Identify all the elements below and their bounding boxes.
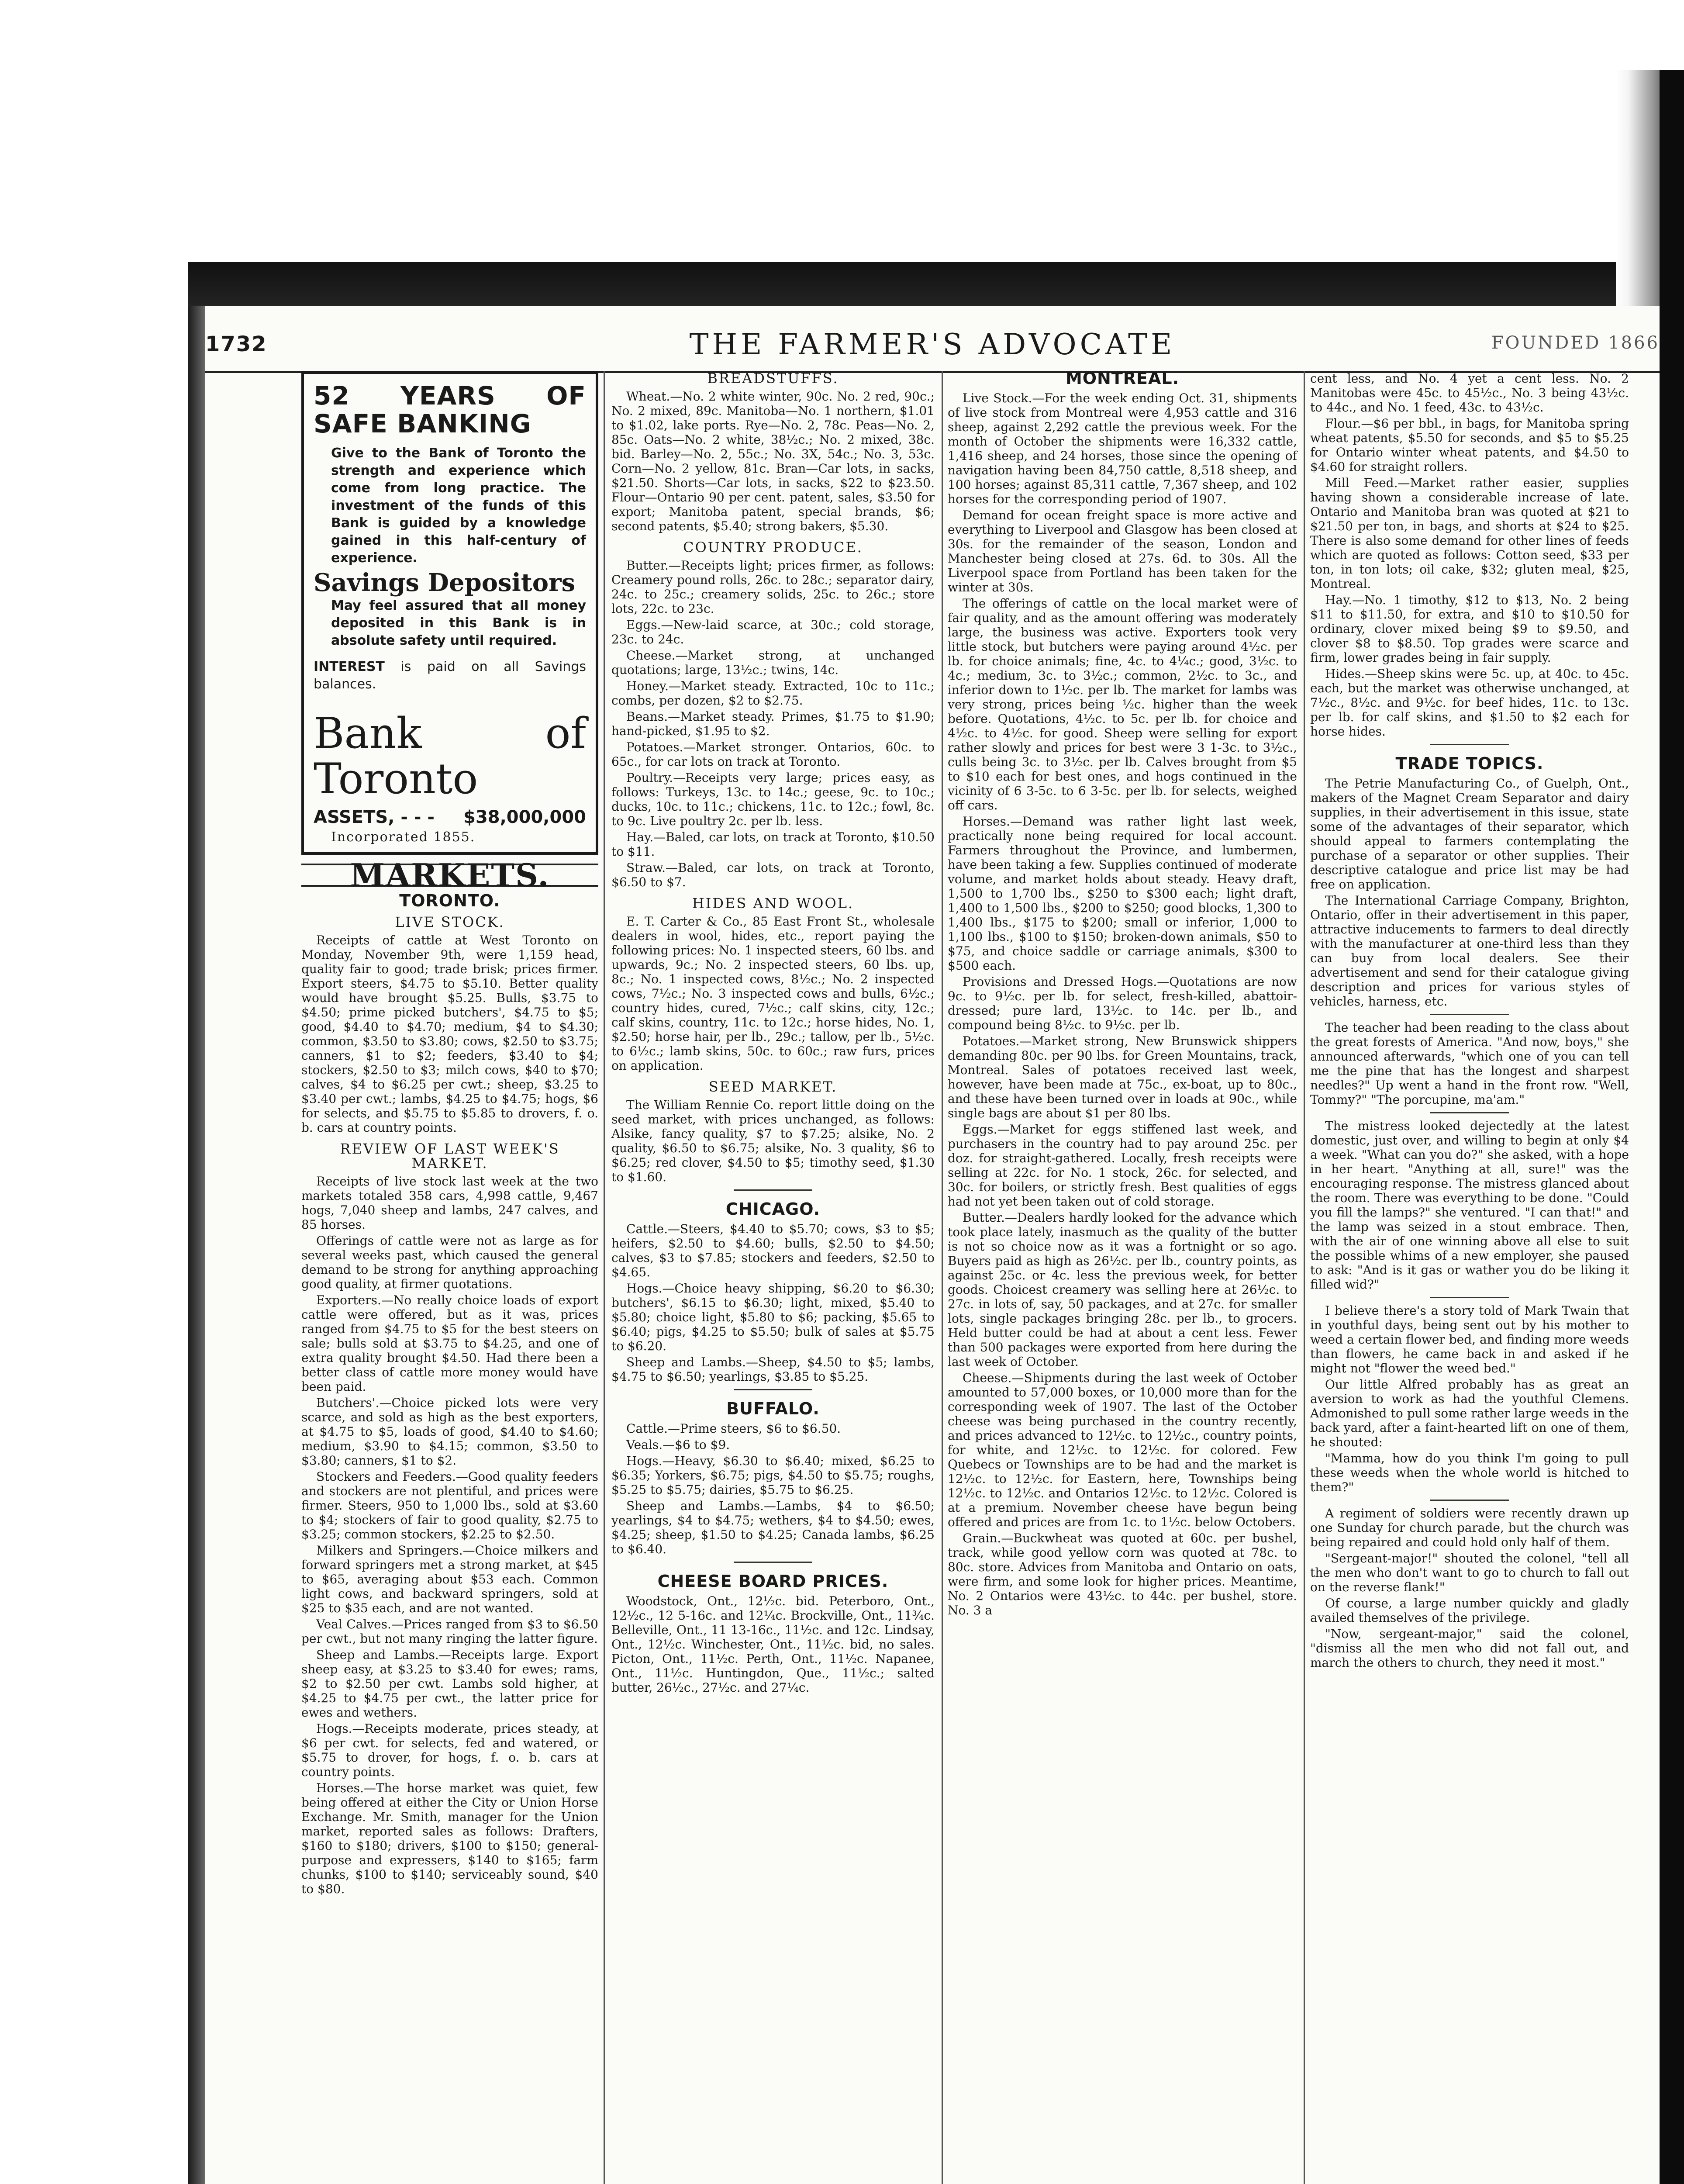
paragraph: Cattle.—Prime steers, $6 to $6.50. bbox=[626, 1421, 841, 1436]
paragraph: The offerings of cattle on the local market were of fair quality, and as the amount offering was moderately large, the business was active. Exporters took very little stock, but butchers were paying around 4½c. per lb. for choice animals; fine, 4c. to 4¼c.; good, 3½c. to 4c.; medium, 3c. to 3½c.; common, 2½c. to 3c., and inferior down to 1½c. per lb. The market for lambs was very strong, prices being ½c. higher than the week before. Quotations, 4½c. to 5c. per lb. for choice and 4½c. to 4½c. for good. Sheep were selling for export rather slowly and prices for best were 3 1-3c. to 3½c., culls being 3c. to 3½c. per lb. Calves brought from $5 to $10 each for best ones, and hogs continued in the vicinity of 6 3-5c. to 6 3-5c. per lb. for selects, weighed off cars. bbox=[948, 596, 1297, 812]
paragraph: Sheep and Lambs.—Lambs, $4 to $6.50; yearlings, $4 to $4.75; wethers, $4 to $4.50; ewes, $4.25; sheep, $1.50 to $4.25; Canada lambs, $6.25 to $6.40. bbox=[611, 1499, 935, 1556]
paragraph: Hay.—Baled, car lots, on track at Toronto, $10.50 to $11. bbox=[611, 830, 935, 859]
column-rule bbox=[1304, 371, 1305, 2184]
paragraph: Eggs.—Market for eggs stiffened last week, and purchasers in the country had to pay around 25c. per doz. for straight-gathered. Locally, fresh receipts were selling at 22c. for No. 1 stock, 26c. for selected, and 30c. for boilers, or strictly fresh. Best qualities of eggs had not yet been taken out of cold storage. bbox=[948, 1122, 1297, 1209]
divider bbox=[1430, 1500, 1509, 1501]
subheading-breadstuffs: BREADSTUFFS. bbox=[707, 370, 839, 387]
paragraph: Straw.—Baled, car lots, on track at Toronto, $6.50 to $7. bbox=[611, 860, 935, 889]
paragraph: Butter.—Receipts light; prices firmer, as follows: Creamery pound rolls, 26c. to 28c.; separator dairy, 24c. to 25c.; creamery solids, 25c. to 26c.; store lots, 22c. to 23c. bbox=[611, 558, 935, 616]
ad-heading: 52 YEARS OF SAFE BANKING bbox=[314, 381, 586, 439]
paragraph: E. T. Carter & Co., 85 East Front St., wholesale dealers in wool, hides, etc., report paying the following prices: No. 1 inspected steers, 60 lbs. and upwards, 9c.; No. 2 inspected steers, 60 lbs. up, 8c.; No. 1 inspected cows, 8½c.; No. 2 inspected cows, 7½c.; No. 3 inspected cows and bulls, 6½c.; country hides, cured, 7½c.; calf skins, city, 12c.; calf skins, country, 11c. to 12c.; horse hides, No. 1, $2.50; horse hair, per lb., 29c.; tallow, per lb., 5½c. to 6½c.; lamb skins, 50c. to 60c.; raw furs, prices on application. bbox=[611, 914, 935, 1073]
divider bbox=[1430, 744, 1509, 745]
ad-interest bbox=[314, 658, 586, 693]
paragraph: Our little Alfred probably has as great an aversion to work as had the youthful Clemens. Admonished to pull some rather large weeds in the back yard, after a faint-hearted lift on one of them, he shouted: bbox=[1310, 1377, 1629, 1449]
paragraph: Milkers and Springers.—Choice milkers and forward springers met a strong market, at $45 to $65, averaging about $53 each. Common light cows, and backward springers, sold at $25 to $35 each, and are not wanted. bbox=[301, 1543, 598, 1615]
column-rule bbox=[942, 371, 943, 2184]
paragraph: Veal Calves.—Prices ranged from $3 to $6.50 per cwt., but not many ringing the latter figure. bbox=[301, 1617, 598, 1646]
paragraph: Eggs.—New-laid scarce, at 30c.; cold storage, 23c. to 24c. bbox=[611, 618, 935, 646]
ad-assets-value: $38,000,000 bbox=[463, 807, 586, 827]
subheading-review: REVIEW OF LAST WEEK'S MARKET. bbox=[340, 1140, 560, 1171]
divider bbox=[734, 1389, 812, 1390]
paragraph: Of course, a large number quickly and gladly availed themselves of the privilege. bbox=[1310, 1596, 1629, 1625]
ad-incorporated: Incorporated 1855. bbox=[331, 829, 476, 845]
paragraph: Demand for ocean freight space is more active and everything to Liverpool and Glasgow has been closed at 30s. for the remainder of the season, London and Manchester being closed at 27s. 6d. to 30s. All the Liverpool space from Portland has been taken for the winter at 30s. bbox=[948, 508, 1297, 594]
paragraph: Stockers and Feeders.—Good quality feeders and stockers are not plentiful, and prices were firmer. Steers, 950 to 1,000 lbs., sold at $3.60 to $4; stockers of fair to good quality, $2.75 to $3.25; common stockers, $2.25 to $2.50. bbox=[301, 1469, 598, 1541]
paragraph: Potatoes.—Market strong, New Brunswick shippers demanding 80c. per 90 lbs. for Green Mountains, track, Montreal. Sales of potatoes received last week, however, have been made at 75c., ex-boat, up to 80c., and these have been turned over in loads at 90c., while single bags are about $1 per 80 lbs. bbox=[948, 1034, 1297, 1120]
section-heading-montreal: MONTREAL. bbox=[1065, 369, 1180, 388]
scan-binding-left bbox=[188, 306, 205, 2184]
column-rule bbox=[604, 371, 605, 2184]
column-1 bbox=[301, 371, 598, 1898]
paragraph: Live Stock.—For the week ending Oct. 31, shipments of live stock from Montreal were 4,953 cattle and 316 sheep, against 2,292 cattle the previous week. For the month of October the shipments were 16,332 cattle, 1,416 sheep, and 24 horses, those since the opening of navigation having been 84,750 cattle, 8,518 sheep, and 100 horses; against 85,311 cattle, 7,367 sheep, and 102 horses for the corresponding period of 1907. bbox=[948, 391, 1297, 506]
markets-heading: MARKETS. bbox=[301, 864, 598, 887]
paragraph: Offerings of cattle were not as large as for several weeks past, which caused the general demand to be strong for anything approaching good quality, at firmer quotations. bbox=[301, 1234, 598, 1291]
ad-body: Give to the Bank of Toronto the strength and experience which come from long practice. The investment of the funds of this Bank is guided by a knowledge gained in this half-century of experience. bbox=[331, 446, 586, 566]
ad-assets bbox=[314, 807, 586, 827]
ad-savings-heading: Savings Depositors bbox=[314, 568, 576, 597]
paragraph: Flour.—$6 per bbl., in bags, for Manitoba spring wheat patents, $5.50 for seconds, and $5 to $5.25 for Ontario winter wheat patents, and $4.50 to $4.60 for straight rollers. bbox=[1310, 416, 1629, 474]
column-4 bbox=[1310, 371, 1629, 1672]
publication-title: THE FARMER'S ADVOCATE bbox=[689, 328, 1176, 361]
paragraph: Sheep and Lambs.—Receipts large. Export sheep easy, at $3.25 to $3.40 for ewes; rams, $2 to $2.50 per cwt. Lambs sold higher, at $4.25 to $4.75 per cwt., the latter price for ewes and wethers. bbox=[301, 1648, 598, 1720]
ad-savings-body: May feel assured that all money deposited in this Bank is in absolute safety until required. bbox=[331, 598, 586, 648]
paragraph: A regiment of soldiers were recently drawn up one Sunday for church parade, but the church was being repaired and could hold only half of them. bbox=[1310, 1506, 1629, 1549]
ad-interest-label: INTEREST bbox=[314, 659, 385, 674]
scan-margin-left bbox=[0, 0, 26, 2184]
subheading-country-produce: COUNTRY PRODUCE. bbox=[683, 539, 863, 556]
scan-binding-right bbox=[1660, 70, 1684, 2184]
divider bbox=[1430, 1112, 1509, 1113]
ad-interest-text: is paid on all Savings balances. bbox=[314, 659, 586, 692]
paragraph: Honey.—Market steady. Extracted, 10c to 11c.; combs, per dozen, $2 to $2.75. bbox=[611, 679, 935, 708]
running-head bbox=[205, 328, 1660, 367]
paragraph: Receipts of cattle at West Toronto on Monday, November 9th, were 1,159 head, quality fair to good; trade brisk; prices firmer. Export steers, $4.75 to $5.10. Better quality would have brought $5.25. Bulls, $3.75 to $4.50; prime picked butchers', $4.75 to $5; good, $4.40 to $4.70; medium, $4 to $4.30; common, $3.50 to $3.80; cows, $2.50 to $3.75; canners, $1 to $2; feeders, $3.40 to $4; stockers, $2.50 to $3; milch cows, $40 to $70; calves, $4 to $6.25 per cwt.; sheep, $3.25 to $3.40 per cwt.; lambs, $4.25 to $4.75; hogs, $6 for selects, and $5.75 to $5.85 to drovers, f. o. b. cars at country points. bbox=[301, 933, 598, 1135]
paragraph: The mistress looked dejectedly at the latest domestic, just over, and willing to begin at only $4 a week. "What can you do?" she asked, with a hope in her heart. "Anything at all, sure!" was the encouraging response. The mistress glanced about the room. There was everything to be done. "Could you fill the lamps?" she ventured. "I can that!" and the lamp was seized in a stout embrace. Then, with the air of one winning above all else to suit the possible whims of a new employer, she paused to ask: "And is it gas or wather you do be liking it filled wid?" bbox=[1310, 1119, 1629, 1292]
ad-bank-name: Bank of Toronto bbox=[314, 709, 586, 803]
paragraph: Woodstock, Ont., 12½c. bid. Peterboro, Ont., 12½c., 12 5-16c. and 12¼c. Brockville, Ont., 11¾c. Belleville, Ont., 11 13-16c., 11½c. and 12c. Lindsay, Ont., 12½c. Winchester, Ont., 11½c. bid, no sales. Picton, Ont., 11½c. Perth, Ont., 11½c. Napanee, Ont., 11½c. Huntingdon, Que., 11½c.; salted butter, 26½c., 27½c. and 27¼c. bbox=[611, 1594, 935, 1695]
section-heading-cheese-board: CHEESE BOARD PRICES. bbox=[657, 1572, 889, 1591]
paragraph: The Petrie Manufacturing Co., of Guelph, Ont., makers of the Magnet Cream Separator and dairy supplies, in their advertisement in this issue, state some of the advantages of their separator, which should appeal to farmers contemplating the purchase of a separator or other supplies. Their descriptive catalogue and price list may be had free on application. bbox=[1310, 776, 1629, 892]
column-3 bbox=[948, 371, 1297, 1619]
paragraph: Poultry.—Receipts very large; prices easy, as follows: Turkeys, 13c. to 14c.; geese, 9c. to 10c.; ducks, 10c. to 11c.; chickens, 11c. to 12c.; fowl, 8c. to 9c. Live poultry 2c. per lb. less. bbox=[611, 771, 935, 828]
paragraph: "Sergeant-major!" shouted the colonel, "tell all the men who don't want to go to church to fall out on the reverse flank!" bbox=[1310, 1551, 1629, 1594]
paragraph: Veals.—$6 to $9. bbox=[626, 1438, 730, 1452]
paragraph: I believe there's a story told of Mark Twain that in youthful days, being sent out by his mother to weed a certain flower bed, and finding more weeds than flowers, he came back in and asked if he might not "flower the weed bed." bbox=[1310, 1303, 1629, 1375]
paragraph: "Mamma, how do you think I'm going to pull these weeds when the whole world is hitched to them?" bbox=[1310, 1451, 1629, 1494]
paragraph: cent less, and No. 4 yet a cent less. No. 2 Manitobas were 45c. to 45½c., No. 3 being 43½c. to 44c., and No. 1 feed, 43c. to 43½c. bbox=[1310, 371, 1629, 415]
founded-line: FOUNDED 1866 bbox=[1491, 333, 1660, 353]
paragraph: Hides.—Sheep skins were 5c. up, at 40c. to 45c. each, but the market was otherwise unchanged, at 7½c., 8½c. and 9½c. for beef hides, 11c. to 13c. per lb. for calf skins, and $1.50 to $2 each for horse hides. bbox=[1310, 667, 1629, 739]
section-heading-buffalo: BUFFALO. bbox=[726, 1399, 820, 1418]
page-number: 1732 bbox=[205, 332, 267, 356]
paragraph: Cheese.—Shipments during the last week of October amounted to 57,000 boxes, or 10,000 more than for the corresponding week of 1907. The last of the October cheese was being purchased in the country recently, and prices advanced to 12½c. to 12½c., country points, for white, and 12½c. to 12½c. for colored. Few Quebecs or Townships are to be had and the market is 12½c. to 12½c. for Eastern, here, Townships being 12½c. to 12½c. and Ontarios 12½c. to 12½c. Colored is at a premium. November cheese have begun being offered and prices are from 1c. to 1½c. below Octobers. bbox=[948, 1371, 1297, 1529]
paragraph: Receipts of live stock last week at the two markets totaled 358 cars, 4,998 cattle, 9,467 hogs, 7,040 sheep and lambs, 247 calves, and 85 horses. bbox=[301, 1174, 598, 1232]
paragraph: Exporters.—No really choice loads of export cattle were offered, but as it was, prices ranged from $4.75 to $5 for the best steers on sale; bulls sold at $3.75 to $4.25, and one of extra quality brought $4.50. Had there been a better class of cattle more money would have been paid. bbox=[301, 1293, 598, 1394]
paragraph: The William Rennie Co. report little doing on the seed market, with prices unchanged, as follows: Alsike, fancy quality, $7 to $7.25; alsike, No. 2 quality, $6.50 to $6.75; alsike, No. 3 quality, $6 to $6.25; red clover, $4.50 to $5; timothy seed, $1.30 to $1.60. bbox=[611, 1098, 935, 1184]
subheading-seed-market: SEED MARKET. bbox=[708, 1078, 838, 1095]
subheading-live-stock: LIVE STOCK. bbox=[395, 914, 505, 930]
paragraph: Hogs.—Choice heavy shipping, $6.20 to $6.30; butchers', $6.15 to $6.30; light, mixed, $5.40 to $5.80; choice light, $5.80 to $6; packing, $5.65 to $6.40; pigs, $4.25 to $5.50; bulk of sales at $5.75 to $6.20. bbox=[611, 1281, 935, 1353]
bank-advertisement bbox=[301, 371, 598, 855]
paragraph: Horses.—Demand was rather light last week, practically none being required for local account. Farmers throughout the Province, and lumbermen, have been taking a few. Supplies continued of moderate volume, and market holds about steady. Heavy draft, 1,500 to 1,700 lbs., $250 to $300 each; light draft, 1,400 to 1,500 lbs., $200 to $250; good blocks, 1,300 to 1,400 lbs., $175 to $200; small or inferior, 1,000 to 1,100 lbs., $100 to $150; broken-down animals, $50 to $75, and choice saddle or carriage animals, $300 to $500 each. bbox=[948, 814, 1297, 973]
paragraph: The teacher had been reading to the class about the great forests of America. "And now, boys," she announced afterwards, "which one of you can tell me the pine that has the longest and sharpest needles?" Up went a hand in the front row. "Well, Tommy?" "The porcupine, ma'am." bbox=[1310, 1020, 1629, 1107]
paragraph: The International Carriage Company, Brighton, Ontario, offer in their advertisement in this paper, attractive inducements to farmers to deal directly with the manufacturer at one-third less than they can buy from local dealers. See their advertisement and send for their catalogue giving description and prices for various styles of vehicles, harness, etc. bbox=[1310, 893, 1629, 1009]
paragraph: Beans.—Market steady. Primes, $1.75 to $1.90; hand-picked, $1.95 to $2. bbox=[611, 709, 935, 738]
divider bbox=[1430, 1297, 1509, 1298]
paragraph: Grain.—Buckwheat was quoted at 60c. per bushel, track, while good yellow corn was quoted at 78c. to 80c. store. Advices from Manitoba and Ontario on oats, were firm, and some look for higher prices. Meantime, No. 2 Ontarios were 43½c. to 44c. per bushel, store. No. 3 a bbox=[948, 1531, 1297, 1617]
paragraph: Butchers'.—Choice picked lots were very scarce, and sold as high as the best exporters, at $4.75 to $5, loads of good, $4.40 to $4.60; medium, $3.90 to $4.15; common, $3.50 to $3.80; canners, $1 to $2. bbox=[301, 1396, 598, 1468]
column-2 bbox=[611, 371, 935, 1697]
paragraph: Hogs.—Heavy, $6.30 to $6.40; mixed, $6.25 to $6.35; Yorkers, $6.75; pigs, $4.50 to $5.75; roughs, $5.25 to $5.75; dairies, $5.75 to $6.25. bbox=[611, 1454, 935, 1497]
divider bbox=[1430, 1014, 1509, 1015]
paragraph: Wheat.—No. 2 white winter, 90c. No. 2 red, 90c.; No. 2 mixed, 89c. Manitoba—No. 1 northern, $1.01 to $1.02, lake ports. Rye—No. 2, 78c. Peas—No. 2, 85c. Oats—No. 2 white, 38½c.; No. 2 mixed, 38c. bid. Barley—No. 2, 55c.; No. 3X, 54c.; No. 3, 53c. Corn—No. 2 yellow, 81c. Bran—Car lots, in sacks, $21.50. Shorts—Car lots, in sacks, $22 to $23.50. Flour—Ontario 90 per cent. patent, sales, $3.50 for export; Manitoba patent, special brands, $6; second patents, $5.40; strong bakers, $5.30. bbox=[611, 389, 935, 533]
section-heading-toronto: TORONTO. bbox=[399, 891, 500, 910]
newspaper-page bbox=[205, 306, 1660, 2184]
divider bbox=[734, 1562, 812, 1563]
ad-assets-label: ASSETS, - - - bbox=[314, 807, 435, 827]
paragraph: Cheese.—Market strong, at unchanged quotations; large, 13½c.; twins, 14c. bbox=[611, 648, 935, 677]
divider bbox=[734, 1189, 812, 1191]
paragraph: Butter.—Dealers hardly looked for the advance which took place lately, inasmuch as the quality of the butter is not so choice now as it was a fortnight or so ago. Buyers paid as high as 26½c. per lb., country points, as against 25c. or 4c. less the previous week, for better goods. Choicest creamery was selling here at 26½c. to 27c. in lots of, say, 50 packages, and at 27c. for smaller lots, single packages bringing 28c. per lb., to grocers. Held butter could be had at about a cent less. Fewer than 500 packages were exported from here during the last week of October. bbox=[948, 1210, 1297, 1369]
paragraph: Hogs.—Receipts moderate, prices steady, at $6 per cwt. for selects, fed and watered, or $5.75 to drover, for hogs, f. o. b. cars at country points. bbox=[301, 1721, 598, 1779]
paragraph: Potatoes.—Market stronger. Ontarios, 60c. to 65c., for car lots on track at Toronto. bbox=[611, 740, 935, 769]
subheading-hides-wool: HIDES AND WOOL. bbox=[692, 895, 854, 912]
paragraph: Sheep and Lambs.—Sheep, $4.50 to $5; lambs, $4.75 to $6.50; yearlings, $3.85 to $5.25. bbox=[611, 1355, 935, 1384]
paragraph: Hay.—No. 1 timothy, $12 to $13, No. 2 being $11 to $11.50, for extra, and $10 to $10.50 for ordinary, clover mixed being $9 to $9.50, and clover $8 to $8.50. Top grades were scarce and firm, lower grades being in fair supply. bbox=[1310, 593, 1629, 665]
section-heading-trade-topics: TRADE TOPICS. bbox=[1395, 754, 1544, 773]
paragraph: Provisions and Dressed Hogs.—Quotations are now 9c. to 9½c. per lb. for select, fresh-killed, abattoir-dressed; pure lard, 13½c. to 14c. per lb., and compound being 8½c. to 9½c. per lb. bbox=[948, 975, 1297, 1032]
paragraph: "Now, sergeant-major," said the colonel, "dismiss all the men who did not fall out, and march the others to church, they need it most." bbox=[1310, 1627, 1629, 1670]
paragraph: Mill Feed.—Market rather easier, supplies having shown a considerable increase of late. Ontario and Manitoba bran was quoted at $21 to $21.50 per ton, in bags, and shorts at $24 to $25. There is also some demand for other lines of feeds which are quoted as follows: Cotton seed, $33 per ton, in ton lots; oil cake, $32; gluten meal, $25, Montreal. bbox=[1310, 476, 1629, 591]
paragraph: Horses.—The horse market was quiet, few being offered at either the City or Union Horse Exchange. Mr. Smith, manager for the Union market, reported sales as follows: Drafters, $160 to $180; drivers, $100 to $150; general-purpose and expressers, $140 to $165; farm chunks, $100 to $140; serviceably sound, $40 to $80. bbox=[301, 1781, 598, 1896]
paragraph: Cattle.—Steers, $4.40 to $5.70; cows, $3 to $5; heifers, $2.50 to $4.60; bulls, $2.50 to $4.50; calves, $3 to $7.85; stockers and feeders, $2.50 to $4.65. bbox=[611, 1222, 935, 1279]
section-heading-chicago: CHICAGO. bbox=[725, 1199, 821, 1219]
